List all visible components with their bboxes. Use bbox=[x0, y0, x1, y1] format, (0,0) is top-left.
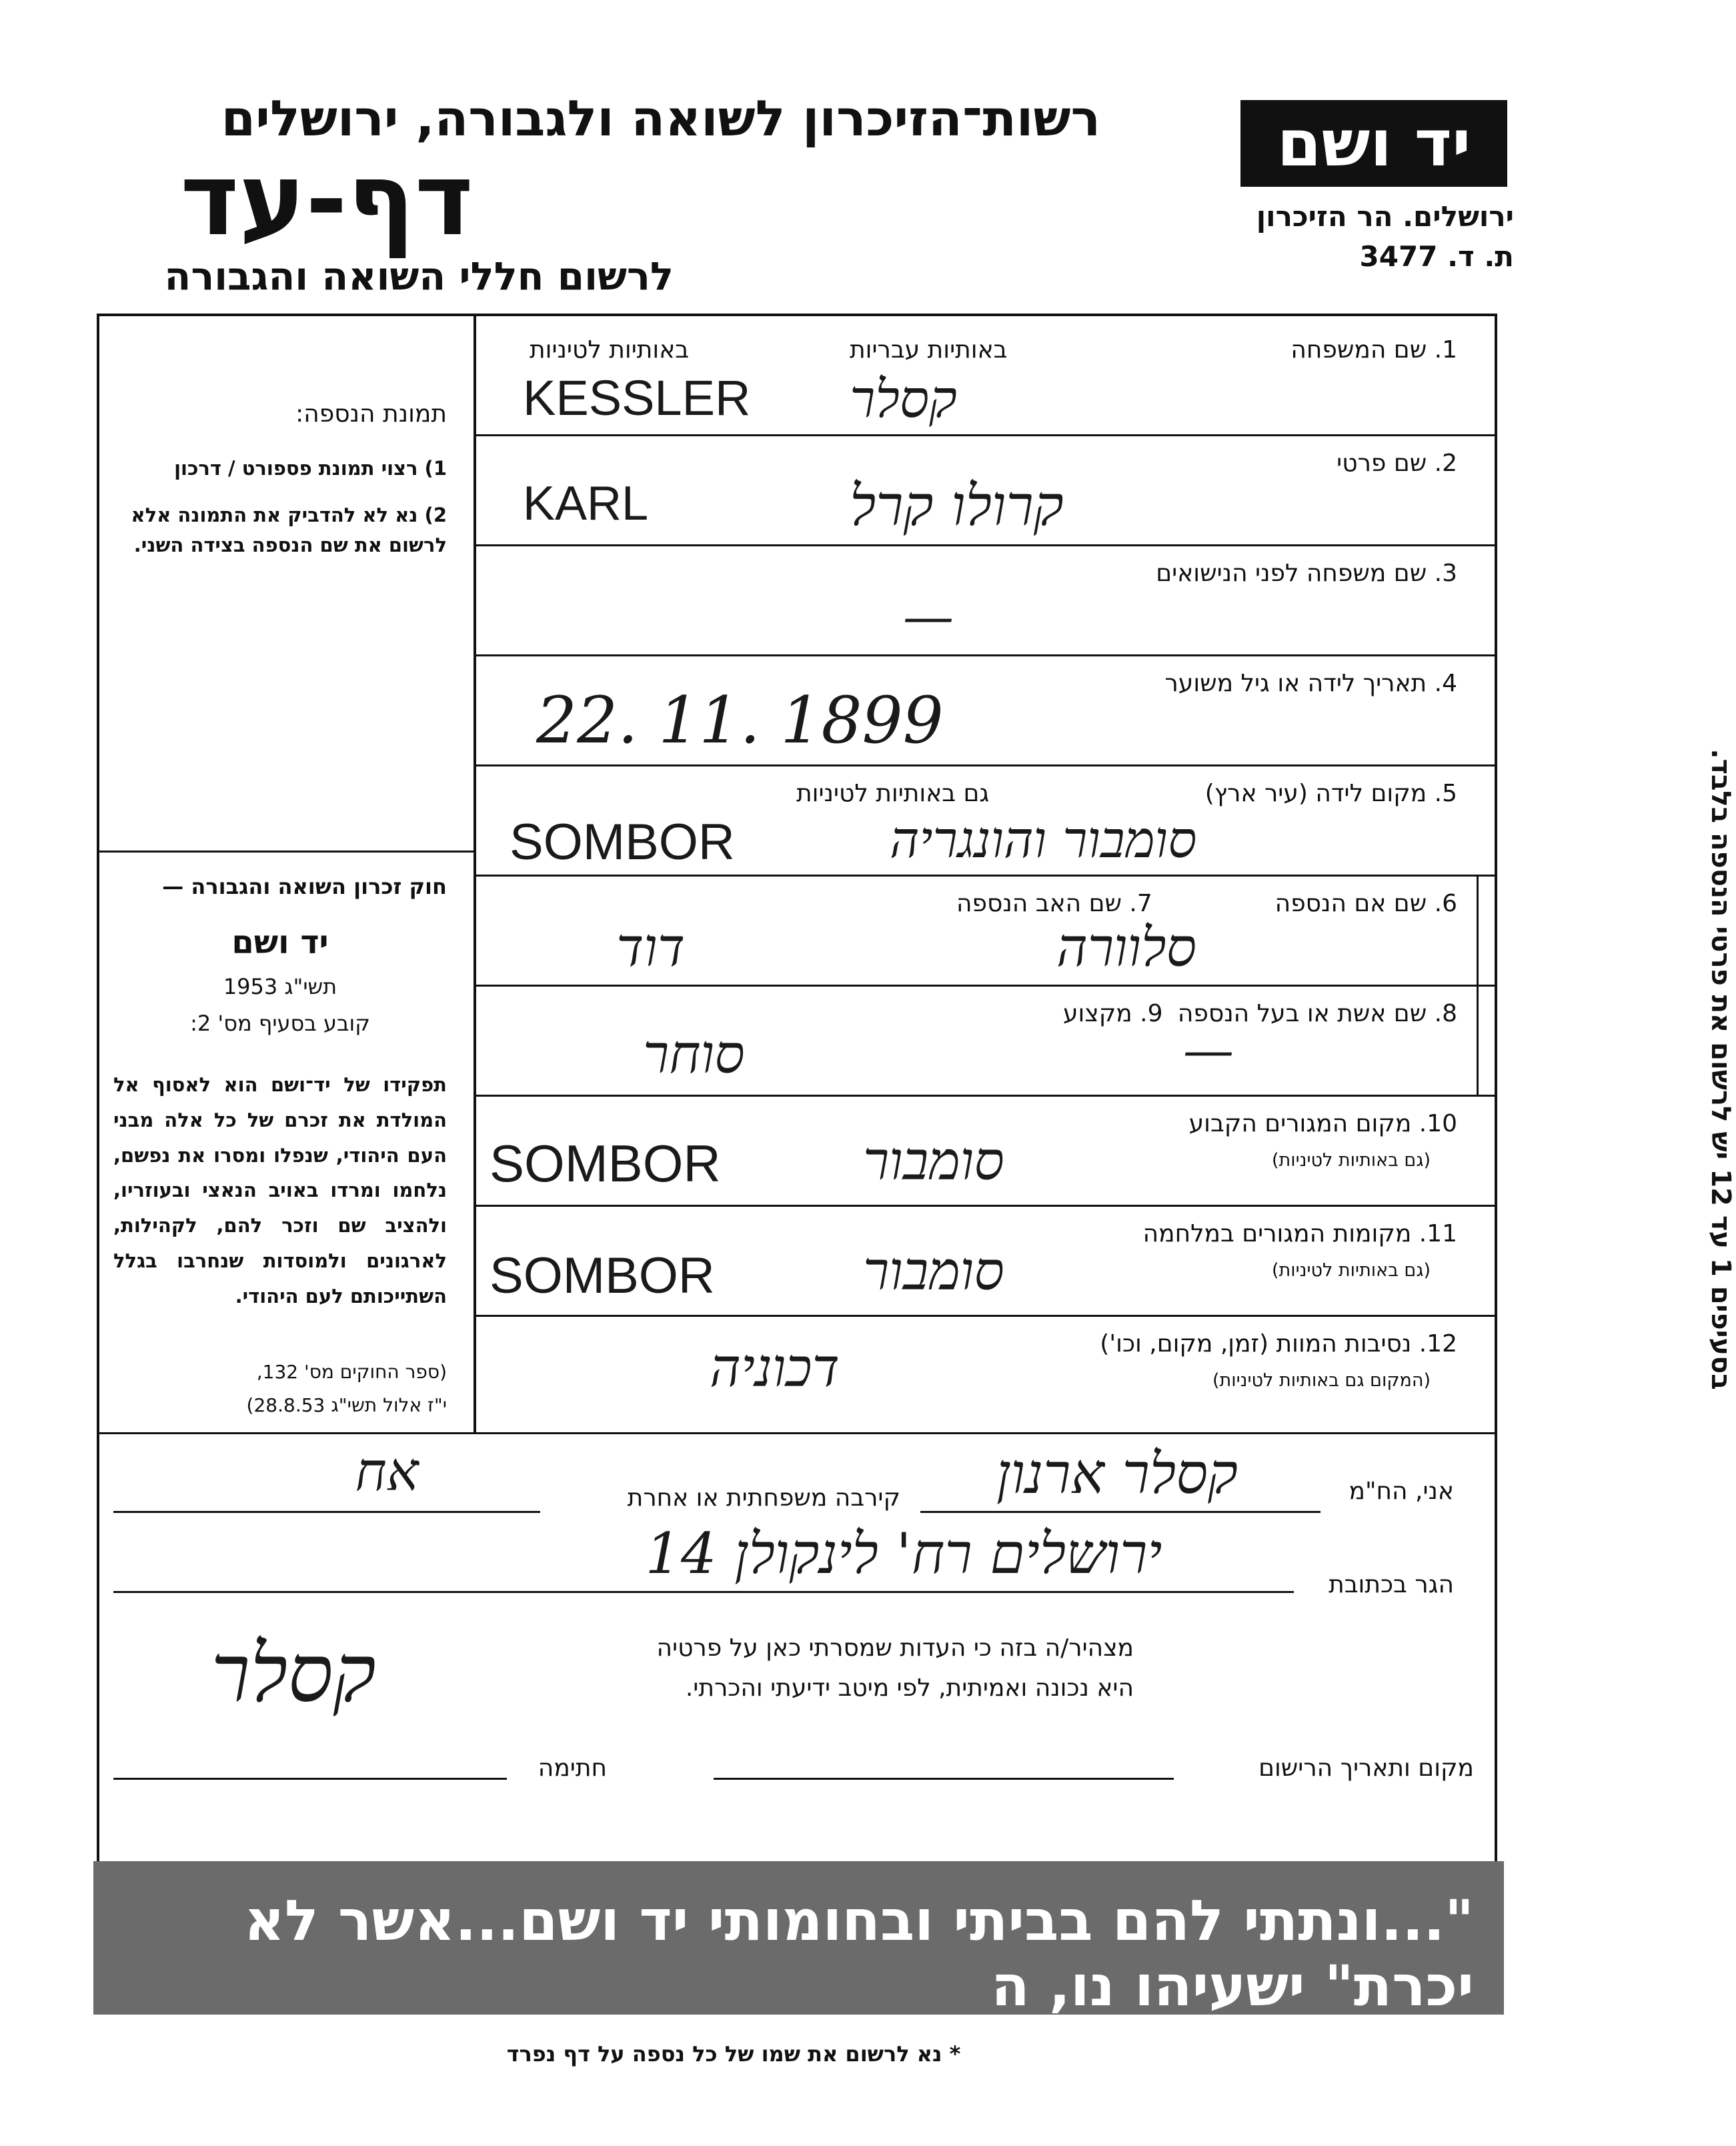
place-date-label: מקום ותאריך הרישום bbox=[1258, 1754, 1474, 1782]
latin-also-header: גם באותיות לטיניות bbox=[796, 780, 990, 807]
field-label-family-name: 1. שם המשפחה bbox=[1290, 336, 1457, 364]
maiden-name-value[interactable]: — bbox=[903, 586, 954, 646]
latin-letters-header: באותיות לטיניות bbox=[530, 336, 690, 364]
law-year: תשי"ג 1953 bbox=[223, 974, 337, 999]
law-title: חוק זכרון השואה והגבורה — bbox=[162, 874, 447, 899]
field-row-5 bbox=[476, 766, 1497, 877]
field-label-birth-date: 4. תאריך לידה או גיל משוער bbox=[1164, 670, 1457, 697]
declarant-name[interactable]: קסלר ארנון bbox=[996, 1441, 1238, 1506]
field-row-2 bbox=[476, 436, 1497, 546]
field-label-maiden-name: 3. שם משפחה לפני הנישואים bbox=[1156, 560, 1457, 587]
declarant-name-line bbox=[920, 1511, 1321, 1513]
field-sublabel-wartime-residence: (גם באותיות לטיניות) bbox=[1271, 1260, 1431, 1281]
relation-label: קירבה משפחתית או אחרת bbox=[627, 1484, 900, 1512]
field-row-12 bbox=[476, 1317, 1497, 1434]
field-row-6-7 bbox=[476, 877, 1497, 987]
wartime-residence-hebrew[interactable]: סומבור bbox=[863, 1240, 1004, 1302]
birth-date-value[interactable]: 22. 11. 1899 bbox=[536, 683, 944, 758]
birth-place-hebrew[interactable]: סומבור והונגריה bbox=[890, 810, 1197, 869]
field-label-death-circumstances: 12. נסיבות המוות (זמן, מקום, וכו') bbox=[1100, 1330, 1457, 1358]
field-label-spouse-name: 8. שם אשת או בעל הנספה bbox=[1177, 1000, 1457, 1027]
logo-pobox: ת. ד. 3477 bbox=[1359, 240, 1514, 273]
relation-line bbox=[113, 1511, 540, 1513]
field-label-first-name: 2. שם פרטי bbox=[1337, 450, 1457, 477]
field-sublabel-death-circumstances: (המקום גם באותיות לטיניות) bbox=[1212, 1370, 1431, 1391]
father-name-value[interactable]: דוד bbox=[616, 917, 686, 979]
wartime-residence-latin[interactable]: SOMBOR bbox=[490, 1247, 715, 1304]
field-row-4 bbox=[476, 656, 1497, 766]
law-section: קובע בסעיף מס' 2: bbox=[190, 1011, 370, 1036]
form-subtitle: לרשום חללי השואה והגבורה bbox=[164, 253, 674, 299]
place-date-line bbox=[714, 1778, 1174, 1780]
row-half-divider bbox=[1477, 987, 1479, 1097]
field-label-wartime-residence: 11. מקומות המגורים במלחמה bbox=[1142, 1220, 1457, 1247]
field-label-birth-place: 5. מקום לידה (עיר ארץ) bbox=[1204, 780, 1457, 807]
permanent-residence-hebrew[interactable]: סומבור bbox=[863, 1130, 1004, 1192]
field-row-11 bbox=[476, 1207, 1497, 1317]
photo-note-2: 2) נא לא להדביק את התמונה אלא לרשום את שם הנספה בצידה השני. bbox=[131, 504, 447, 556]
photo-note-1: 1) רצוי תמונת פספורט / דרכון bbox=[174, 457, 447, 480]
field-label-permanent-residence: 10. מקום המגורים הקבוע bbox=[1188, 1110, 1457, 1137]
row-half-divider bbox=[1477, 877, 1479, 987]
banner-quote: "...ונתתי להם בביתי ובחומותי יד ושם...אשר לא יכרת" ישעיהו נו, ה bbox=[243, 1888, 1474, 2019]
permanent-residence-latin[interactable]: SOMBOR bbox=[490, 1134, 721, 1193]
hebrew-letters-header: באותיות עבריות bbox=[850, 336, 1008, 364]
first-name-latin[interactable]: KARL bbox=[523, 477, 649, 530]
signature-value[interactable]: קסלר bbox=[211, 1628, 376, 1720]
family-name-hebrew[interactable]: קסלר bbox=[850, 370, 957, 430]
field-row-3 bbox=[476, 546, 1497, 656]
address-label: הגר בכתובת bbox=[1329, 1571, 1454, 1598]
field-label-father-name: 7. שם האב הנספה bbox=[956, 890, 1152, 917]
table-bottom-line bbox=[97, 1432, 1497, 1434]
law-reference-2: י"ז אלול תשי"ג 28.8.53) bbox=[246, 1394, 447, 1416]
field-row-8-9 bbox=[476, 987, 1497, 1097]
relation-value[interactable]: אח bbox=[355, 1441, 419, 1503]
footnote: * נא לרשום את שמו של כל נספה על דף נפרד bbox=[506, 2041, 961, 2067]
address-line bbox=[113, 1591, 1294, 1593]
declaration-statement-2: היא נכונה ואמיתית, לפי מיטב ידיעתי והכרתי. bbox=[685, 1674, 1134, 1702]
first-name-hebrew[interactable]: קרולו קרל bbox=[850, 473, 1064, 538]
law-reference-1: (ספר החוקים מס' 132, bbox=[256, 1361, 447, 1383]
field-label-mother-name: 6. שם אם הנספה bbox=[1274, 890, 1457, 917]
field-row-10 bbox=[476, 1097, 1497, 1207]
law-name: יד ושם bbox=[231, 924, 329, 961]
signature-line bbox=[113, 1778, 507, 1780]
birth-place-latin[interactable]: SOMBOR bbox=[510, 814, 735, 871]
field-label-profession: 9. מקצוע bbox=[1063, 1000, 1163, 1027]
form-title: דף-עד bbox=[180, 142, 474, 258]
spouse-name-value[interactable]: — bbox=[1183, 1020, 1234, 1079]
law-body: תפקידו של יד־ושם הוא לאסוף אל המולדת את זכרם של כל אלה מבני העם היהודי, שנפלו ומסרו את נפשם, נלחמו ומרדו באויב הנאצי ובעוזריו, ולהציב שם וזכר להם, לקהילות, לארגונים ולמוסדות שנחרבו בגלל השתייכותם לעם היהודי. bbox=[113, 1073, 447, 1307]
declaration-statement-1: מצהיר/ה בזה כי העדות שמסרתי כאן על פרטיה bbox=[656, 1634, 1134, 1662]
profession-value[interactable]: סוחר bbox=[643, 1023, 745, 1085]
side-instruction-note: בסעיפים 1 עד 12 יש לרשום את פרטי הנספה בלבד. bbox=[1705, 748, 1736, 1390]
declarant-label: אני, הח"מ bbox=[1349, 1478, 1454, 1505]
photo-section-title: תמונת הנספה: bbox=[295, 400, 447, 428]
family-name-latin[interactable]: KESSLER bbox=[523, 370, 751, 426]
field-sublabel-permanent-residence: (גם באותיות לטיניות) bbox=[1271, 1150, 1431, 1171]
field-row-1 bbox=[476, 316, 1497, 436]
signature-label: חתימה bbox=[538, 1754, 607, 1782]
mother-name-value[interactable]: סלוורה bbox=[1056, 917, 1197, 979]
yad-vashem-logo: יד ושם bbox=[1240, 100, 1507, 187]
header-organization: רשות־הזיכרון לשואה ולגבורה, ירושלים bbox=[221, 90, 1100, 147]
left-column-divider bbox=[97, 851, 474, 853]
address-value[interactable]: ירושלים רח' לינקולן 14 bbox=[645, 1521, 1162, 1586]
death-circumstances-value[interactable]: דכוניה bbox=[710, 1337, 840, 1399]
logo-address: ירושלים. הר הזיכרון bbox=[1256, 200, 1514, 233]
